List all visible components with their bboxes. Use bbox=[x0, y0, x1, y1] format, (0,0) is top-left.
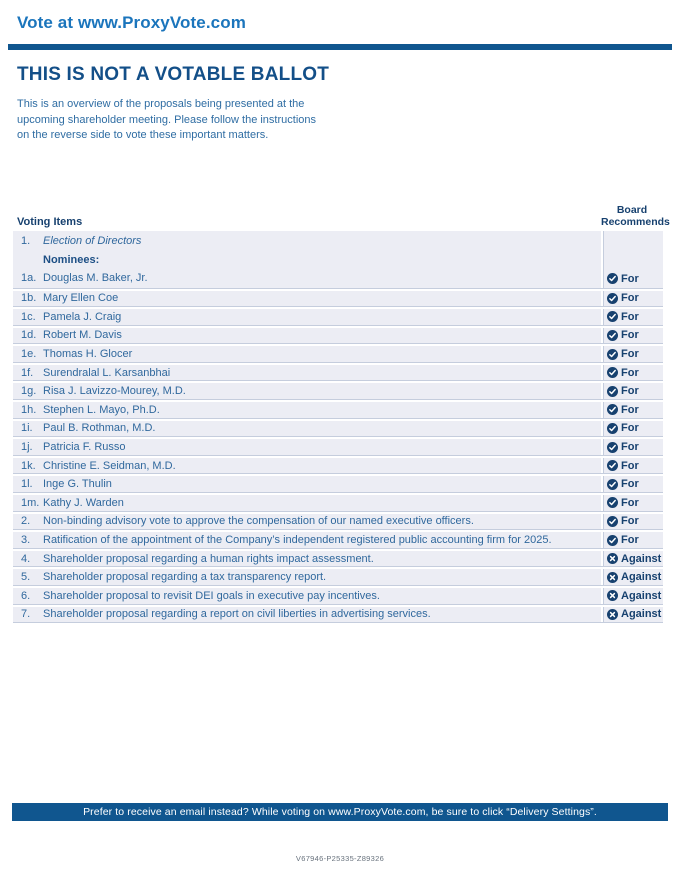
check-circle-icon bbox=[607, 423, 618, 434]
x-circle-icon bbox=[607, 553, 618, 564]
row-right-cell bbox=[603, 551, 663, 567]
row-right-cell bbox=[603, 402, 663, 418]
row-label: Shareholder proposal regarding a report on civil liberties in advertising services. bbox=[43, 608, 431, 621]
table-row bbox=[13, 495, 663, 512]
row-number: 1m. bbox=[21, 496, 40, 509]
recommendation-label: For bbox=[621, 366, 639, 379]
row-label: Non-binding advisory vote to approve the compensation of our named executive officers. bbox=[43, 515, 474, 528]
recommendation-label: For bbox=[621, 403, 639, 416]
recommendation-badge bbox=[607, 497, 639, 509]
row-number: 7. bbox=[21, 608, 31, 621]
footer-delivery-settings-note: Prefer to receive an email instead? While voting on www.ProxyVote.com, be sure to click “Delivery Settings”. bbox=[12, 803, 668, 821]
row-left-cell bbox=[13, 328, 601, 344]
row-left-cell bbox=[13, 514, 601, 530]
recommendation-badge bbox=[607, 460, 639, 472]
x-circle-icon bbox=[607, 609, 618, 620]
board-recommends-line2: Recommends bbox=[601, 215, 670, 228]
row-label: Shareholder proposal to revisit DEI goals in executive pay incentives. bbox=[43, 589, 380, 602]
row-left-cell bbox=[13, 365, 601, 381]
check-circle-icon bbox=[607, 311, 618, 322]
recommendation-badge bbox=[607, 441, 639, 453]
check-circle-icon bbox=[607, 497, 618, 508]
table-row-election-of-directors bbox=[13, 231, 663, 289]
row-number: 3. bbox=[21, 534, 31, 547]
recommendation-label: For bbox=[621, 329, 639, 342]
row-right-cell bbox=[603, 532, 663, 548]
recommendation-label: For bbox=[621, 422, 639, 435]
row-label: Pamela J. Craig bbox=[43, 310, 122, 323]
row-number: 1i. bbox=[21, 422, 33, 435]
recommendation-label: For bbox=[621, 292, 639, 305]
table-row bbox=[13, 607, 663, 624]
row-left-cell bbox=[13, 607, 601, 623]
row-left-cell bbox=[13, 569, 601, 585]
recommendation-badge bbox=[607, 329, 639, 341]
row-label: Christine E. Seidman, M.D. bbox=[43, 459, 176, 472]
row-label: Shareholder proposal regarding a human rights impact assessment. bbox=[43, 552, 374, 565]
recommendation-label: For bbox=[621, 478, 639, 491]
group-row-right-cell bbox=[603, 231, 663, 288]
row-number: 1d. bbox=[21, 329, 37, 342]
row-right-cell bbox=[603, 607, 663, 623]
header-divider bbox=[8, 44, 672, 50]
check-circle-icon bbox=[607, 516, 618, 527]
recommendation-badge bbox=[607, 292, 639, 304]
table-row bbox=[13, 476, 663, 493]
row-label: Thomas H. Glocer bbox=[43, 348, 133, 361]
page-title: Vote at www.ProxyVote.com bbox=[17, 13, 246, 32]
row-number: 1l. bbox=[21, 478, 33, 491]
row-label: Ratification of the appointment of the Company’s independent registered public accounting firm for 2025. bbox=[43, 534, 552, 547]
row-number: 5. bbox=[21, 571, 31, 584]
table-row bbox=[13, 421, 663, 438]
table-row bbox=[13, 383, 663, 400]
recommendation-label: Against bbox=[621, 608, 662, 621]
recommendation-badge bbox=[607, 273, 639, 285]
recommendation-badge bbox=[607, 478, 639, 490]
recommendation-label: For bbox=[621, 441, 639, 454]
recommendation-badge bbox=[607, 553, 661, 565]
table-row bbox=[13, 588, 663, 605]
recommendation-badge bbox=[607, 311, 639, 323]
recommendation-label: For bbox=[621, 310, 639, 323]
row-number: 1k. bbox=[21, 459, 36, 472]
row-right-cell bbox=[603, 495, 663, 511]
recommendation-badge bbox=[607, 608, 661, 620]
voting-rows bbox=[13, 291, 663, 624]
row-left-cell bbox=[13, 532, 601, 548]
row-right-cell bbox=[603, 365, 663, 381]
row-number: 1e. bbox=[21, 348, 37, 361]
row-label: Douglas M. Baker, Jr. bbox=[43, 272, 148, 285]
table-row bbox=[13, 569, 663, 586]
row-right-cell bbox=[603, 346, 663, 362]
recommendation-label: Against bbox=[621, 589, 662, 602]
row-left-cell bbox=[13, 458, 601, 474]
row-label: Kathy J. Warden bbox=[43, 496, 124, 509]
column-header-board-recommends bbox=[601, 204, 670, 228]
check-circle-icon bbox=[607, 293, 618, 304]
table-row bbox=[13, 458, 663, 475]
row-left-cell bbox=[13, 291, 601, 307]
table-row bbox=[13, 365, 663, 382]
row-label: Robert M. Davis bbox=[43, 329, 122, 342]
row-right-cell bbox=[603, 383, 663, 399]
recommendation-badge bbox=[607, 515, 639, 527]
row-label: Election of Directors bbox=[43, 235, 142, 248]
row-label: Stephen L. Mayo, Ph.D. bbox=[43, 403, 160, 416]
row-number: 1f. bbox=[21, 366, 34, 379]
row-number: 1b. bbox=[21, 292, 37, 305]
recommendation-label: For bbox=[621, 534, 639, 547]
recommendation-badge bbox=[607, 367, 639, 379]
row-left-cell bbox=[13, 421, 601, 437]
table-row bbox=[13, 551, 663, 568]
row-left-cell bbox=[13, 383, 601, 399]
row-right-cell bbox=[603, 291, 663, 307]
row-number: 1g. bbox=[21, 385, 37, 398]
intro-paragraph: This is an overview of the proposals being presented at the upcoming shareholder meeting. Please follow the instructions on the reverse side to vote these important matters. bbox=[17, 98, 316, 141]
check-circle-icon bbox=[607, 386, 618, 397]
ballot-title: THIS IS NOT A VOTABLE BALLOT bbox=[17, 64, 330, 85]
row-label: Surendralal L. Karsanbhai bbox=[43, 366, 171, 379]
voting-items-table bbox=[13, 204, 670, 625]
row-number: 1c. bbox=[21, 310, 36, 323]
recommendation-label: For bbox=[621, 496, 639, 509]
row-left-cell bbox=[13, 495, 601, 511]
row-label: Risa J. Lavizzo-Mourey, M.D. bbox=[43, 385, 186, 398]
check-circle-icon bbox=[607, 273, 618, 284]
row-right-cell bbox=[603, 328, 663, 344]
document-code: V67946-P25335-Z89326 bbox=[295, 854, 385, 863]
check-circle-icon bbox=[607, 479, 618, 490]
check-circle-icon bbox=[607, 442, 618, 453]
table-row bbox=[13, 291, 663, 308]
check-circle-icon bbox=[607, 330, 618, 341]
row-left-cell bbox=[13, 439, 601, 455]
recommendation-label: Against bbox=[621, 571, 662, 584]
row-right-cell bbox=[603, 514, 663, 530]
check-circle-icon bbox=[607, 367, 618, 378]
recommendation-badge bbox=[607, 385, 639, 397]
row-label: Inge G. Thulin bbox=[43, 478, 112, 491]
table-row bbox=[13, 402, 663, 419]
row-number: 1a. bbox=[21, 272, 37, 285]
recommendation-badge bbox=[607, 534, 639, 546]
table-row bbox=[13, 309, 663, 326]
row-right-cell bbox=[603, 421, 663, 437]
check-circle-icon bbox=[607, 460, 618, 471]
row-label: Shareholder proposal regarding a tax transparency report. bbox=[43, 571, 327, 584]
row-right-cell bbox=[603, 588, 663, 604]
table-row bbox=[13, 439, 663, 456]
table-row bbox=[13, 328, 663, 345]
row-right-cell bbox=[603, 309, 663, 325]
row-number: 1j. bbox=[21, 441, 33, 454]
recommendation-label: For bbox=[621, 459, 639, 472]
table-row bbox=[13, 532, 663, 549]
row-right-cell bbox=[603, 569, 663, 585]
row-left-cell bbox=[13, 402, 601, 418]
recommendation-label: Against bbox=[621, 552, 662, 565]
recommendation-badge bbox=[607, 590, 661, 602]
column-header-voting-items: Voting Items bbox=[17, 216, 83, 228]
table-row bbox=[13, 346, 663, 363]
row-left-cell bbox=[13, 551, 601, 567]
recommendation-badge bbox=[607, 404, 639, 416]
recommendation-badge bbox=[607, 348, 639, 360]
row-right-cell bbox=[603, 439, 663, 455]
row-left-cell bbox=[13, 346, 601, 362]
row-right-cell bbox=[603, 476, 663, 492]
recommendation-label: For bbox=[621, 272, 639, 285]
table-row bbox=[13, 514, 663, 531]
check-circle-icon bbox=[607, 404, 618, 415]
recommendation-badge bbox=[607, 422, 639, 434]
row-label: Mary Ellen Coe bbox=[43, 292, 119, 305]
x-circle-icon bbox=[607, 572, 618, 583]
row-label: Paul B. Rothman, M.D. bbox=[43, 422, 156, 435]
group-row-left-cell bbox=[13, 231, 601, 288]
table-header bbox=[13, 204, 670, 231]
nominees-heading: Nominees: bbox=[43, 253, 100, 266]
row-number: 1h. bbox=[21, 403, 37, 416]
row-number: 1. bbox=[21, 235, 31, 248]
check-circle-icon bbox=[607, 535, 618, 546]
row-left-cell bbox=[13, 476, 601, 492]
row-right-cell bbox=[603, 458, 663, 474]
check-circle-icon bbox=[607, 349, 618, 360]
row-left-cell bbox=[13, 588, 601, 604]
x-circle-icon bbox=[607, 590, 618, 601]
row-number: 6. bbox=[21, 589, 31, 602]
recommendation-label: For bbox=[621, 385, 639, 398]
row-left-cell bbox=[13, 309, 601, 325]
row-number: 2. bbox=[21, 515, 31, 528]
recommendation-label: For bbox=[621, 348, 639, 361]
board-recommends-line1: Board bbox=[616, 204, 648, 216]
row-label: Patricia F. Russo bbox=[43, 441, 126, 454]
recommendation-badge bbox=[607, 571, 661, 583]
recommendation-label: For bbox=[621, 515, 639, 528]
row-number: 4. bbox=[21, 552, 31, 565]
